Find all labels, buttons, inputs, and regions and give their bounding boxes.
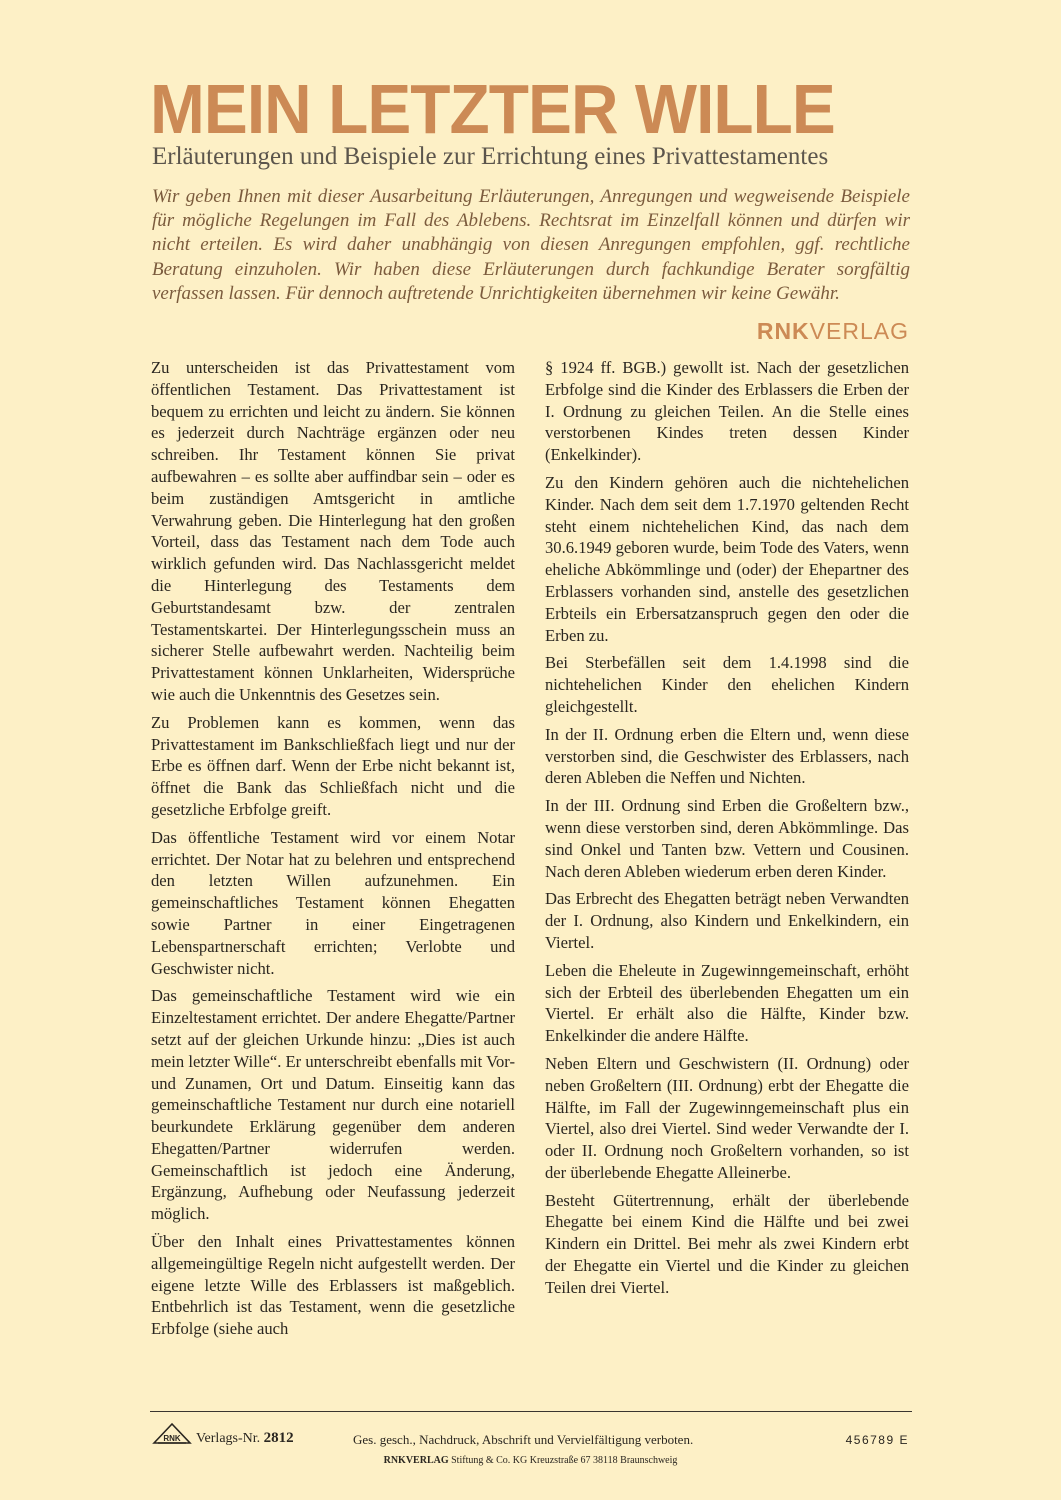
- verlags-label: Verlags-Nr.: [196, 1431, 261, 1446]
- paragraph: Zu Problemen kann es kommen, wenn das Privattestament im Bankschließfach liegt und nur der Erbe es öffnen darf. Wenn der Erbe nicht bekannt ist, öffnet die Bank das Schließfach nicht und die gesetzliche Erbfolge greift.: [151, 712, 515, 819]
- paragraph: Besteht Gütertrennung, erhält der überlebende Ehegatte bei einem Kind die Hälfte und bei zwei Kindern ein Drittel. Bei mehr als zwei Kindern erbt der Ehegatte ein Viertel und die Kinder zu gleichen Teilen drei Viertel.: [545, 1190, 909, 1297]
- rnk-logo-icon: [152, 1421, 192, 1445]
- paragraph: Zu den Kindern gehören auch die nichtehelichen Kinder. Nach dem seit dem 1.7.1970 geltenden Recht steht einem nichtehelichen Kind, das nach dem 30.6.1949 geboren wurde, beim Tode des Vaters, wenn eheliche Abkömmlinge und (oder) der Ehepartner des Erblassers vorhanden sind, anstelle des gesetzlichen Erbteils ein Erbersatzanspruch gegen den oder die Erben zu.: [545, 472, 909, 645]
- paragraph: In der III. Ordnung sind Erben die Großeltern bzw., wenn diese verstorben sind, deren Abkömmlinge. Das sind Onkel und Tanten bzw. Vettern und Cousinen. Nach deren Ableben wiederum erben deren Kinder.: [545, 796, 909, 881]
- footer-divider: [150, 1411, 912, 1412]
- logo-text: RNK: [163, 1434, 181, 1443]
- publisher-address: [0, 1455, 1061, 1466]
- article-number: 456789 E: [845, 1433, 909, 1447]
- paragraph: Zu unterscheiden ist das Privattestament vom öffentlichen Testament. Das Privattestament ist bequem zu errichten und leicht zu ändern. Sie können es jederzeit durch Nachträge ergänzen oder neu schreiben. Ihr Testament können Sie privat aufbewahren – es sollte aber auffindbar sein – oder es beim zuständigen Amtsgericht in amtliche Verwahrung geben. Die Hinterlegung hat den großen Vorteil, dass das Testament nach dem Tode auch wirklich gefunden wird. Das Nachlassgericht meldet die Hinterlegung des Testaments dem Geburtstandesamt bzw. der zentralen Testamentskartei. Der Hinterlegungsschein muss an sicherer Stelle aufbewahrt werden. Nachteilig beim Privattestament können Unklarheiten, Widersprüche wie auch die Unkenntnis des Gesetzes sein.: [151, 358, 515, 704]
- publisher-logo-text: [757, 318, 909, 345]
- paragraph: Neben Eltern und Geschwistern (II. Ordnung) oder neben Großeltern (III. Ordnung) erbt der Ehegatte die Hälfte, im Fall der Zugewinngemeinschaft plus ein Viertel, also drei Viertel. Sind weder Verwandte der I. oder II. Ordnung noch Großeltern vorhanden, so ist der überlebende Ehegatte Alleinerbe.: [545, 1053, 909, 1182]
- paragraph: Bei Sterbefällen seit dem 1.4.1998 sind die nichtehelichen Kinder den ehelichen Kindern gleichgestellt.: [545, 653, 909, 716]
- paragraph: In der II. Ordnung erben die Eltern und, wenn diese verstorben sind, die Geschwister des Erblassers, nach deren Ableben die Neffen und Nichten.: [545, 724, 909, 788]
- body-column-left: [151, 357, 515, 1346]
- paragraph: Das Erbrecht des Ehegatten beträgt neben Verwandten der I. Ordnung, also Kindern und Enkelkindern, ein Viertel.: [545, 889, 909, 952]
- paragraph: Leben die Eheleute in Zugewinngemeinschaft, erhöht sich der Erbteil des überlebenden Ehegatten um ein Viertel. Er erhält also die Hälfte, Kinder bzw. Enkelkinder die andere Hälfte.: [545, 960, 909, 1046]
- body-column-right: [545, 357, 909, 1305]
- copyright-notice: Ges. gesch., Nachdruck, Abschrift und Vervielfältigung verboten.: [353, 1432, 694, 1447]
- publisher-bold: RNK: [756, 318, 810, 344]
- address-details: Stiftung & Co. KG Kreuzstraße 67 38118 Braunschweig: [451, 1455, 678, 1466]
- publisher-rest: VERLAG: [809, 318, 909, 344]
- document-subtitle: Erläuterungen und Beispiele zur Errichtung eines Privattestamentes: [152, 143, 829, 170]
- paragraph: Das öffentliche Testament wird vor einem Notar errichtet. Der Notar hat zu belehren und entsprechend den letzten Willen aufzunehmen. Ein gemeinschaftliches Testament können Ehegatten sowie Partner in einer Eingetragenen Lebenspartnerschaft errichten; Verlobte und Geschwister nicht.: [151, 827, 515, 978]
- document-title: MEIN LETZTER WILLE: [150, 70, 835, 148]
- address-publisher: RNKVERLAG: [383, 1455, 449, 1466]
- paragraph: § 1924 ff. BGB.) gewollt ist. Nach der gesetzlichen Erbfolge sind die Kinder des Erblassers die Erben der I. Ordnung zu gleichen Teilen. An die Stelle eines verstorbenen Kindes treten dessen Kinder (Enkelkinder).: [545, 358, 909, 465]
- verlags-number: [196, 1430, 294, 1447]
- intro-disclaimer: Wir geben Ihnen mit dieser Ausarbeitung Erläuterungen, Anregungen und wegweisende Beispiele für mögliche Regelungen im Fall des Ablebens. Rechtsrat im Einzelfall können und dürfen wir nicht erteilen. Es wird daher unabhängig von diesen Anregungen empfohlen, ggf. rechtliche Beratung einzuholen. Wir haben diese Erläuterungen durch fachkundige Berater sorgfältig verfassen lassen. Für dennoch auftretende Unrichtigkeiten übernehmen wir keine Gewähr.: [152, 186, 910, 304]
- verlags-value: 2812: [263, 1430, 294, 1446]
- paragraph: Über den Inhalt eines Privattestamentes können allgemeingültige Regeln nicht aufgestellt werden. Der eigene letzte Wille des Erblassers ist maßgeblich. Entbehrlich ist das Testament, wenn die gesetzliche Erbfolge (siehe auch: [151, 1232, 515, 1339]
- paragraph: Das gemeinschaftliche Testament wird wie ein Einzeltestament errichtet. Der andere Ehegatte/Partner setzt auf der gleichen Urkunde hinzu: „Dies ist auch mein letzter Wille“. Er unterschreibt ebenfalls mit Vor- und Zunamen, Ort und Datum. Einseitig kann das gemeinschaftliche Testament nur durch eine notariell beurkundete Erklärung gegenüber dem anderen Ehegatten/Partner widerrufen werden. Gemeinschaftlich ist jedoch eine Änderung, Ergänzung, Aufhebung oder Neufassung jederzeit möglich.: [151, 986, 515, 1224]
